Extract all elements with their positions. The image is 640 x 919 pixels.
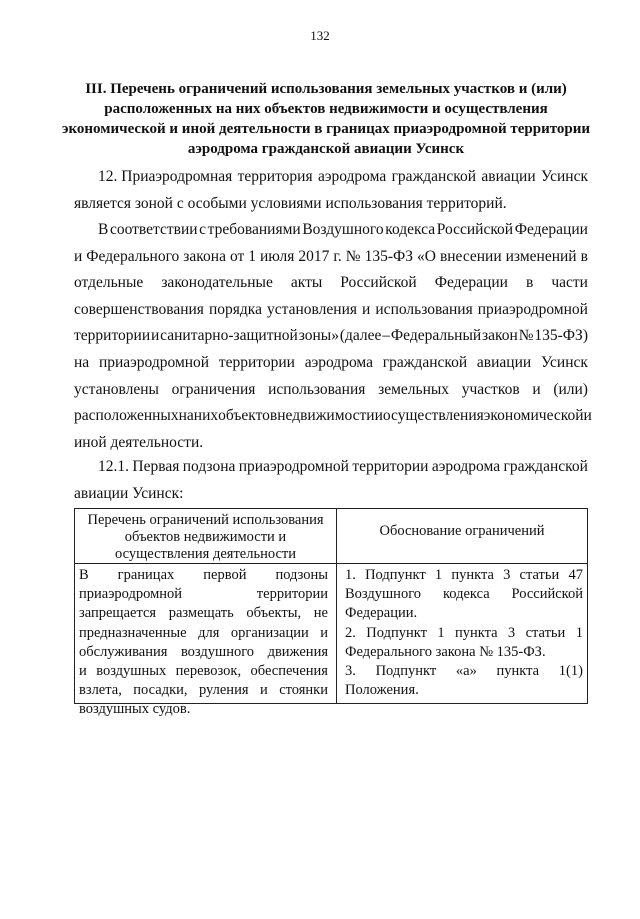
justified-line	[74, 244, 588, 271]
word: 2017	[298, 247, 330, 265]
word: В	[79, 567, 89, 583]
word: пункта	[454, 624, 498, 641]
word: приаэродромной	[238, 458, 349, 475]
word: Первая	[132, 458, 180, 475]
word: 2.	[345, 624, 356, 641]
word: г.	[333, 247, 342, 265]
word: организации	[230, 624, 309, 641]
justified-line	[79, 681, 328, 700]
word: посадки,	[133, 682, 188, 699]
word: и	[150, 327, 160, 345]
justified-line	[74, 377, 588, 404]
word: 135-ФЗ)	[534, 327, 588, 345]
word: аэродрома	[317, 168, 387, 185]
word: гражданской	[391, 168, 477, 185]
word: подзоны	[275, 567, 328, 583]
word: объектов	[218, 407, 278, 425]
word: требованиями	[207, 221, 301, 238]
justified-line	[74, 350, 588, 377]
word: аэродрома	[304, 353, 373, 371]
word: санитарно-защитной	[160, 327, 298, 345]
word: «а»	[455, 662, 477, 679]
word: пункта	[451, 567, 494, 583]
justified-line	[74, 323, 588, 350]
cell-line: воздушных судов.	[79, 701, 191, 718]
word: приаэродромной	[98, 353, 210, 371]
word: первой	[203, 567, 247, 583]
word: статьи	[519, 567, 560, 583]
word: ограничения	[171, 380, 256, 398]
word: Федерации	[434, 274, 508, 292]
word: перевозок,	[175, 662, 242, 679]
table-cell-justification	[345, 566, 583, 700]
word: территории	[74, 327, 151, 345]
word: Усинск	[540, 353, 588, 371]
justified-line	[74, 217, 588, 244]
cell-line: Федерального закона № 135-ФЗ.	[345, 643, 546, 660]
word: обслуживания	[79, 643, 168, 660]
word: подзона	[182, 458, 236, 475]
word: приаэродромной	[477, 300, 588, 318]
word: соответствии	[109, 221, 198, 238]
word: (или)	[553, 380, 588, 398]
word: на	[74, 353, 90, 371]
word: для	[198, 624, 220, 641]
table-header-restrictions	[75, 512, 336, 563]
word: запрещается	[79, 605, 157, 622]
word: и	[583, 407, 592, 425]
paragraph-line: является зоной с особыми условиями использования территорий.	[74, 194, 507, 212]
word: использования	[375, 300, 473, 318]
word: на	[178, 407, 194, 425]
table-header-justification: Обоснование ограничений	[379, 523, 545, 539]
word: установлены	[74, 380, 159, 398]
word: обеспечения	[250, 662, 328, 679]
justified-line	[79, 604, 328, 623]
table-cell-restrictions	[79, 566, 328, 720]
word: авиации	[481, 168, 536, 185]
paragraph-line: иной деятельности.	[74, 433, 204, 451]
word: части	[551, 274, 588, 292]
justified-line	[345, 662, 583, 681]
header-line: объектов недвижимости и	[124, 529, 287, 545]
justified-line	[79, 566, 328, 585]
paragraph-12	[74, 164, 588, 217]
word: участков	[461, 380, 520, 398]
word: кодекса	[442, 586, 490, 603]
word: территория	[237, 168, 313, 185]
word: территории	[256, 586, 328, 603]
justified-line	[79, 585, 328, 604]
word: и	[362, 300, 371, 318]
cell-line: Федерации.	[345, 605, 418, 622]
word: июля	[260, 247, 295, 265]
word: 12.1.	[98, 458, 129, 475]
word: и	[532, 380, 541, 398]
word: (далее	[339, 327, 382, 345]
word: Воздушного	[302, 221, 384, 238]
word: «О	[417, 247, 436, 265]
word: зоны»	[298, 327, 339, 345]
justified-line	[74, 164, 588, 191]
word: и	[374, 407, 383, 425]
word: в	[525, 274, 534, 292]
word: и	[74, 247, 83, 265]
word: воздушных	[96, 662, 167, 679]
word: порядка	[208, 300, 262, 318]
word: предназначенные	[79, 624, 187, 641]
justified-line	[345, 585, 583, 604]
word: и	[259, 682, 268, 699]
justified-line	[79, 624, 328, 643]
word: Федерации	[514, 221, 588, 238]
word: воздушного	[180, 643, 255, 660]
word: –	[382, 327, 391, 345]
word: с	[199, 221, 207, 238]
word: 3	[503, 567, 511, 583]
word: Российской	[511, 586, 583, 603]
word: 1	[434, 567, 443, 583]
heading-line: расположенных на них объектов недвижимости и осуществления	[104, 101, 548, 117]
word: 3.	[345, 662, 356, 679]
word: Федерального	[86, 247, 180, 265]
word: в	[580, 247, 588, 265]
word: совершенствования	[74, 300, 204, 318]
word: изменений	[505, 247, 577, 265]
word: Усинск	[541, 168, 588, 185]
word: Федеральный	[390, 327, 482, 345]
paragraph-12-1	[74, 454, 588, 507]
word: акты	[290, 274, 323, 292]
word: пункта	[496, 662, 540, 679]
justified-line	[79, 662, 328, 681]
word: Подпункт	[366, 624, 427, 641]
word: 1(1)	[558, 662, 583, 679]
word: стоянки	[279, 682, 328, 699]
justified-line	[345, 624, 583, 643]
word: размещать	[168, 605, 234, 622]
word: 1	[248, 247, 257, 265]
word: объекты,	[246, 605, 302, 622]
cell-line: Положения.	[345, 682, 419, 699]
word: 135-ФЗ	[364, 247, 414, 265]
justified-line	[79, 643, 328, 662]
word: кодекса	[385, 221, 436, 238]
word: и	[320, 624, 328, 641]
word: расположенных	[74, 407, 179, 425]
heading-line: аэродрома гражданской авиации Усинск	[187, 141, 465, 157]
word: Подпункт	[375, 662, 437, 679]
justified-line	[74, 270, 588, 297]
word: Подпункт	[365, 567, 426, 583]
word: установления	[267, 300, 357, 318]
word: движения	[267, 643, 328, 660]
word: 1	[437, 624, 445, 641]
word: экономической	[483, 407, 584, 425]
justified-line	[74, 297, 588, 324]
word: В	[98, 221, 109, 238]
word: 1.	[345, 567, 356, 583]
word: Воздушного	[345, 586, 422, 603]
word: использования	[268, 380, 366, 398]
word: отдельные	[74, 274, 144, 292]
word: земельных	[378, 380, 450, 398]
word: статьи	[525, 624, 566, 641]
word: внесении	[439, 247, 502, 265]
word: закона	[183, 247, 226, 265]
word: 1	[575, 624, 583, 641]
word: приаэродромной	[79, 586, 183, 603]
word: осуществления	[382, 407, 484, 425]
word: 3	[507, 624, 516, 641]
page-number: 132	[310, 28, 330, 43]
word: руления	[198, 682, 249, 699]
word: Российской	[340, 274, 417, 292]
word: Российской	[436, 221, 514, 238]
word: гражданской	[382, 353, 468, 371]
word: них	[193, 407, 219, 425]
justified-line	[345, 566, 583, 585]
word: законодательные	[161, 274, 273, 292]
word: от	[229, 247, 245, 265]
heading-line: III. Перечень ограничений использования земельных участков и (или)	[85, 81, 567, 97]
word: и	[79, 662, 87, 679]
word: 47	[568, 567, 583, 583]
paragraph-line: авиации Усинск:	[74, 484, 184, 502]
word: границах	[117, 567, 175, 583]
word: №	[518, 327, 534, 345]
word: закон	[482, 327, 518, 345]
word: взлета,	[79, 682, 122, 699]
header-line: осуществления деятельности	[115, 546, 296, 562]
word: территории	[352, 458, 429, 475]
word: гражданской	[503, 458, 588, 475]
word: не	[313, 605, 328, 622]
restrictions-table	[74, 508, 588, 718]
header-line: Перечень ограничений использования	[87, 512, 324, 528]
word: 12. Приаэродромная	[98, 168, 233, 185]
justified-line	[74, 403, 592, 430]
paragraph-basis	[74, 217, 592, 456]
word: №	[345, 247, 361, 265]
section-heading	[40, 79, 612, 159]
word: недвижимости	[277, 407, 375, 425]
word: авиации	[476, 353, 532, 371]
table-header-divider	[75, 563, 587, 564]
word: территории	[218, 353, 295, 371]
word: аэродрома	[431, 458, 501, 475]
justified-line	[74, 454, 588, 481]
heading-line: экономической и иной деятельности в границах приаэродромной территории	[61, 121, 591, 137]
